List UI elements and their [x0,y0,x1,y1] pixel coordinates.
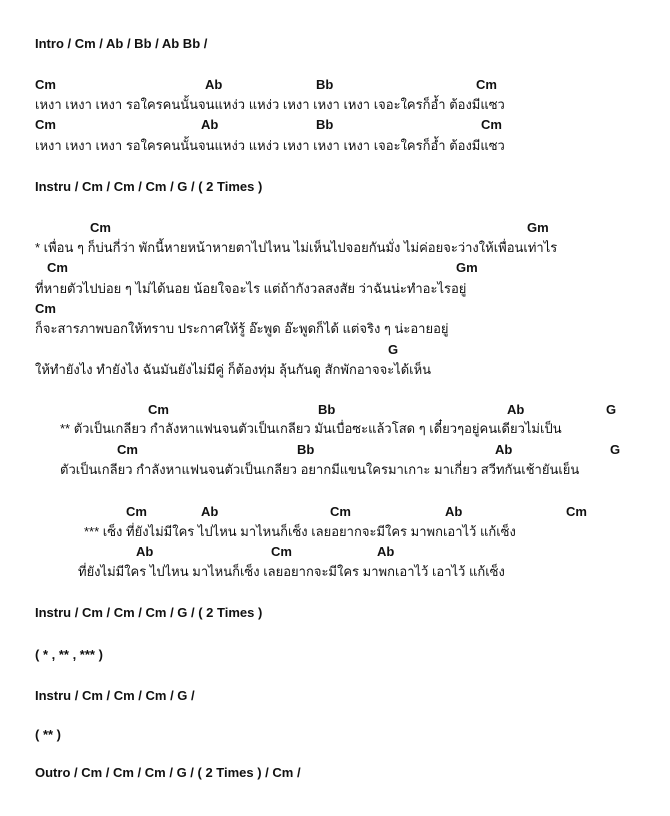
instru-line-1: Instru / Cm / Cm / Cm / G / ( 2 Times ) [35,179,263,194]
chord: Bb [297,442,315,457]
chord: Ab [507,402,525,417]
part-b-lyric-1: ** ตัวเป็นเกลียว กำลังหาแฟนจนตัวเป็นเกลียว มันเบื่อซะแล้วโสด ๆ เดี๋ยวๆอยู่คนเดียวไม่เป็น [60,421,562,436]
chord: Cm [117,442,138,457]
part-a-chord-row-4 [0,342,670,358]
chord: Cm [126,504,147,519]
chord: Ab [377,544,395,559]
chord: Ab [445,504,463,519]
repeat-marker-1: ( * , ** , *** ) [35,647,103,662]
chord: Cm [481,117,502,132]
part-b-lyric-2: ตัวเป็นเกลียว กำลังหาแฟนจนตัวเป็นเกลียว อยากมีแขนใครมาเกาะ มาเกี่ยว สวีทกันเช้ายันเย็น [60,462,580,477]
chord: Cm [47,260,68,275]
instru-line-2: Instru / Cm / Cm / Cm / G / ( 2 Times ) [35,605,263,620]
chord: Cm [90,220,111,235]
instru-line-3: Instru / Cm / Cm / Cm / G / [35,688,195,703]
part-b-chord-row-2 [0,442,670,458]
part-c-lyric-1: *** เซ็ง ที่ยังไม่มีใคร ไปไหน มาไหนก็เซ็ง เลยอยากจะมีใคร มาพกเอาไว้ แก้เซ็ง [84,524,516,539]
part-a-chord-row-1 [0,220,670,236]
chord: Cm [35,117,56,132]
chord: Gm [456,260,478,275]
chord: Cm [271,544,292,559]
verse-lyric-2: เหงา เหงา เหงา รอใครคนนั้นจนแหง่ว แหง่ว เหงา เหงา เหงา เจอะใครก็อ้ำ ต้องมีแซว [35,138,505,153]
chord: G [388,342,399,357]
intro-line: Intro / Cm / Ab / Bb / Ab Bb / [35,36,208,51]
chord: G [606,402,617,417]
part-c-lyric-2: ที่ยังไม่มีใคร ไปไหน มาไหนก็เซ็ง เลยอยากจะมีใคร มาพกเอาไว้ เอาไว้ แก้เซ็ง [78,564,505,579]
chord: Gm [527,220,549,235]
chord: Bb [318,402,336,417]
chord: Ab [201,504,219,519]
part-b-chord-row-1 [0,402,670,418]
chord: Bb [316,77,334,92]
chord: Ab [136,544,154,559]
chord: Cm [566,504,587,519]
part-a-lyric-2: ที่หายตัวไปบ่อย ๆ ไม่ได้นอย น้อยใจอะไร แต่ถ้ากังวลสงสัย ว่าฉันน่ะทำอะไรอยู่ [35,281,467,296]
chord: Cm [35,77,56,92]
repeat-marker-2: ( ** ) [35,727,61,742]
verse-chord-row-2 [0,117,670,133]
part-a-chord-row-2 [0,260,670,276]
part-c-chord-row-1 [0,504,670,520]
verse-lyric-1: เหงา เหงา เหงา รอใครคนนั้นจนแหง่ว แหง่ว เหงา เหงา เหงา เจอะใครก็อ้ำ ต้องมีแซว [35,97,505,112]
part-a-lyric-3: ก็จะสารภาพบอกให้ทราบ ประกาศให้รู้ อ๊ะพูด อ๊ะพูดก็ได้ แต่จริง ๆ น่ะอายอยู่ [35,321,449,336]
part-a-lyric-4: ให้ทำยังไง ทำยังไง ฉันมันยังไม่มีคู่ ก็ต้องทุ่ม ลุ้นกันดู สักพักอาจจะได้เห็น [35,362,432,377]
verse-chord-row-1 [0,77,670,93]
part-c-chord-row-2 [0,544,670,560]
chord: Cm [330,504,351,519]
chord: Cm [476,77,497,92]
chord: G [610,442,621,457]
part-a-chord-row-3 [0,301,670,317]
chord: Ab [205,77,223,92]
chord: Cm [35,301,56,316]
chord: Bb [316,117,334,132]
part-a-lyric-1: * เพื่อน ๆ ก็บ่นกี่ว่า พักนี้หายหน้าหายตาไปไหน ไม่เห็นไปจอยกันมั่ง ไม่ค่อยจะว่างให้เพื่อนเท่าไร [35,240,558,255]
outro-line: Outro / Cm / Cm / Cm / G / ( 2 Times ) / Cm / [35,765,301,780]
chord: Ab [201,117,219,132]
chord: Cm [148,402,169,417]
chord: Ab [495,442,513,457]
